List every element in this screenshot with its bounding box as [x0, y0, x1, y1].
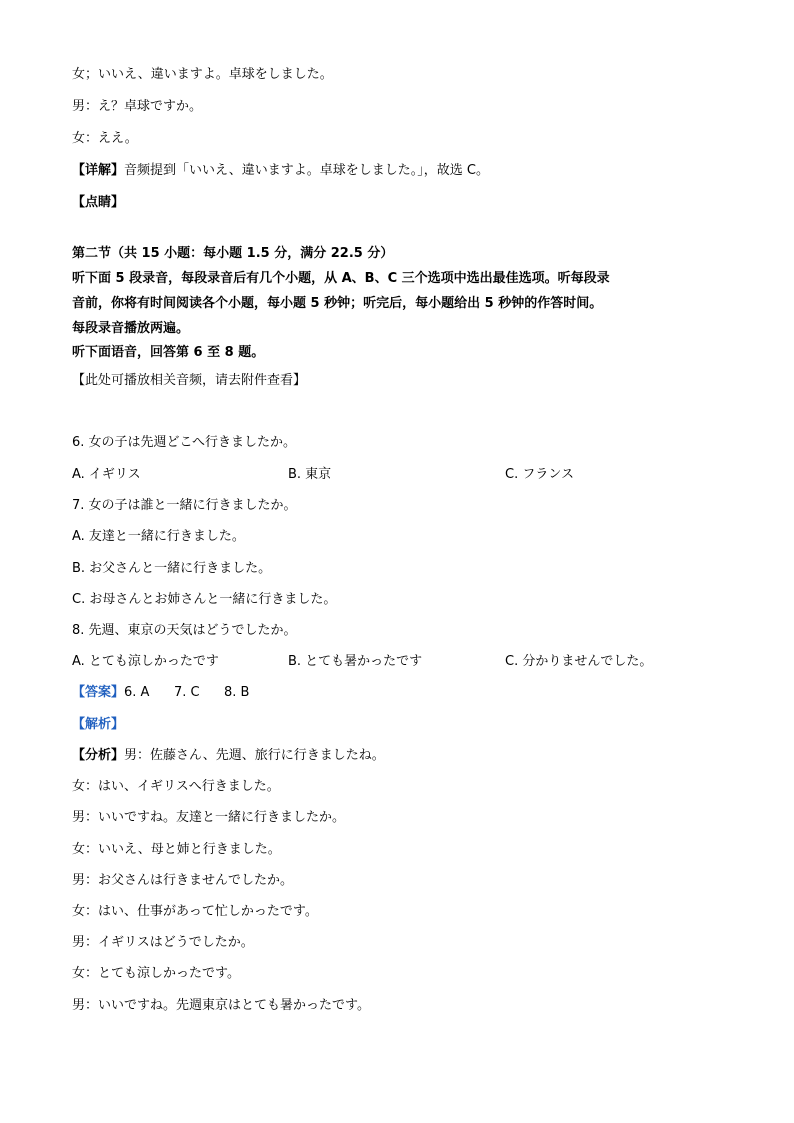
section-subtitle: 听下面语音，回答第 6 至 8 题。: [72, 345, 265, 360]
section-instruction: 每段录音播放两遍。: [72, 321, 190, 336]
detail-paragraph: [72, 162, 489, 180]
audio-note: 【此处可播放相关音频，请去附件查看】: [72, 373, 307, 388]
dialogue-line: 女：いいえ、母と姉と行きました。: [72, 842, 281, 857]
question-6-option-a: A. イギリス: [72, 467, 141, 482]
dialogue-line: 女：はい、イギリスへ行きました。: [72, 779, 280, 794]
question-8-option-c: C. 分かりませんでした。: [505, 654, 653, 669]
question-8-option-b: B. とても暑かったです: [288, 654, 423, 669]
answer-item: 8. B: [224, 685, 250, 700]
answer-paragraph: [72, 684, 249, 702]
dialogue-line: 女：ええ。: [72, 131, 138, 146]
dialogue-line: 男：いいですね。先週東京はとても暑かったです。: [72, 998, 370, 1013]
analysis-tag: 【解析】: [72, 717, 125, 732]
question-7-option-a: A. 友達と一緒に行きました。: [72, 529, 245, 544]
question-7-option-b: B. お父さんと一緒に行きました。: [72, 561, 272, 576]
dialogue-line: 男：お父さんは行きませんでしたか。: [72, 873, 294, 888]
dialogue-line: 男：え？卓球ですか。: [72, 99, 203, 114]
question-8-option-a: A. とても涼しかったです: [72, 654, 219, 669]
detail-text: 音频提到「いいえ、違いますよ。卓球をしました。」，故选 C。: [124, 163, 490, 178]
question-8-stem: 8. 先週、東京の天気はどうでしたか。: [72, 623, 297, 638]
answer-item: 6. A: [124, 685, 150, 700]
tip-tag: 【点睛】: [72, 195, 125, 210]
question-6-option-c: C. フランス: [505, 467, 574, 482]
answer-tag: 【答案】: [72, 685, 125, 700]
question-7-stem: 7. 女の子は誰と一緒に行きましたか。: [72, 498, 297, 513]
detail-tag: 【详解】: [72, 163, 125, 178]
analysis-sub-tag: 【分析】: [72, 748, 125, 763]
dialogue-line: 男：佐藤さん、先週、旅行に行きましたね。: [124, 748, 385, 763]
section-title: 第二节（共 15 小题：每小题 1.5 分，满分 22.5 分）: [72, 246, 394, 261]
dialogue-line: 男：いいですね。友達と一緒に行きましたか。: [72, 810, 346, 825]
section-instruction: 听下面 5 段录音，每段录音后有几个小题，从 A、B、C 三个选项中选出最佳选项。听每段录: [72, 271, 610, 286]
dialogue-line: 女；いいえ、違いますよ。卓球をしました。: [72, 67, 333, 82]
question-6-option-b: B. 東京: [288, 467, 332, 482]
question-6-stem: 6. 女の子は先週どこへ行きましたか。: [72, 435, 297, 450]
answer-item: 7. C: [174, 685, 200, 700]
analysis-paragraph: [72, 747, 385, 765]
dialogue-line: 女：とても涼しかったです。: [72, 966, 240, 981]
dialogue-line: 女：はい、仕事があって忙しかったです。: [72, 904, 318, 919]
section-instruction: 音前，你将有时间阅读各个小题，每小题 5 秒钟；听完后，每小题给出 5 秒钟的作答时间。: [72, 296, 603, 311]
question-7-option-c: C. お母さんとお姉さんと一緒に行きました。: [72, 592, 337, 607]
dialogue-line: 男：イギリスはどうでしたか。: [72, 935, 254, 950]
